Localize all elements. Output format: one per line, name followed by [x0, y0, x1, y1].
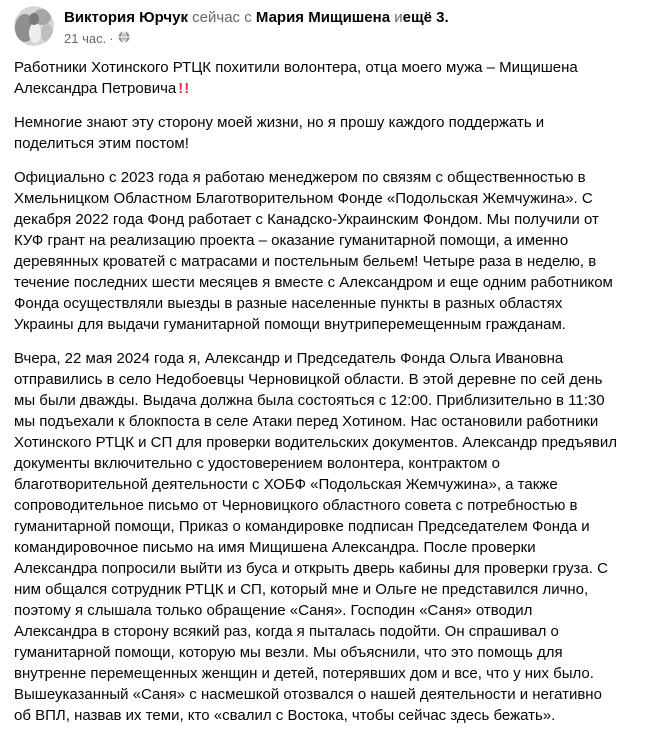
post-byline	[64, 8, 449, 28]
post-paragraph-3: Официально с 2023 года я работаю менеджером по связям с общественностью в Хмельницком Областном Благотворительном Фонде «Подольская Жемчужина». С декабря 2022 года Фонд работает с Канадско-Украинским Фондом. Мы получили от КУФ грант на реализацию проекта – оказание гуманитарной помощи, а именно деревянных кроватей с матрасами и постельным бельем! Четыре раза в неделю, в течение последних шести месяцев я вместе с Александром и еще одним работником Фонда осуществляли выезды в разные населенные пункты в разных областях Украины для выдачи гуманитарной помощи внутриперемещенным гражданам.	[14, 169, 613, 333]
globe-icon	[118, 30, 130, 47]
author-name-link[interactable]: Виктория Юрчук	[64, 9, 188, 26]
avatar[interactable]	[14, 6, 54, 46]
post-paragraph-4: Вчера, 22 мая 2024 года я, Александр и Председатель Фонда Ольга Ивановна отправились в село Недобоевцы Черновицкой области. В этой деревне по сей день мы были дважды. Выдача должна была состояться с 12:00. Приблизительно в 11:30 мы подъехали к блокпоста в селе Атаки перед Хотином. Нас остановили работники Хотинского РТЦК и СП для проверки водительских документов. Александр предъявил документы включительно с удостоверением волонтера, контрактом о благотворительной деятельности с ХОБФ «Подольская Жемчужина», а также сопроводительное письмо от Черновицкого областного совета с потребностью в гуманитарной помощи, Приказ о командировке подписан Председателем Фонда и командировочное письмо на имя Мищишена Александра. После проверки Александра попросили выйти из буса и открыть дверь кабины для проверки груза. С ним общался сотрудник РТЦК и СП, который мне и Ольге не представился лично, поэтому я слышала только обращение «Саня». Господин «Саня» отводил Александра в сторону всякий раз, когда я пыталась подойти. Он спрашивал о гуманитарной помощи, которую мы везли. Мы объяснили, что это помощь для внутренне перемещенных женщин и детей, потерявших дом и все, что у них было. Вышеуказанный «Саня» с насмешкой отозвался о нашей деятельности и негативно об ВПЛ, назвав их теми, кто «свалил с Востока, чтобы сейчас здесь бежать».	[14, 350, 617, 724]
byline-connector: сейчас с	[192, 9, 252, 26]
post-paragraph-2: Немногие знают эту сторону моей жизни, но я прошу каждого поддержать и поделиться этим постом!	[14, 114, 545, 152]
double-exclamation-emoji: !!	[178, 80, 191, 97]
byline-and: и	[394, 9, 403, 26]
meta-separator: ·	[109, 31, 114, 46]
post-paragraph-1	[14, 57, 619, 99]
post-body	[14, 57, 619, 726]
post-header	[14, 6, 619, 47]
avatar-photo-icon	[14, 33, 54, 46]
more-tagged-link[interactable]: ещё 3.	[402, 9, 449, 26]
post-meta	[64, 30, 449, 47]
post-header-text	[64, 6, 449, 47]
paragraph-1-text: Работники Хотинского РТЦК похитили волонтера, отца моего мужа – Мищишена Александра Петровича	[14, 59, 578, 97]
timestamp-link[interactable]: 21 час.	[64, 31, 107, 46]
tagged-name-link[interactable]: Мария Мищишена	[255, 9, 391, 26]
